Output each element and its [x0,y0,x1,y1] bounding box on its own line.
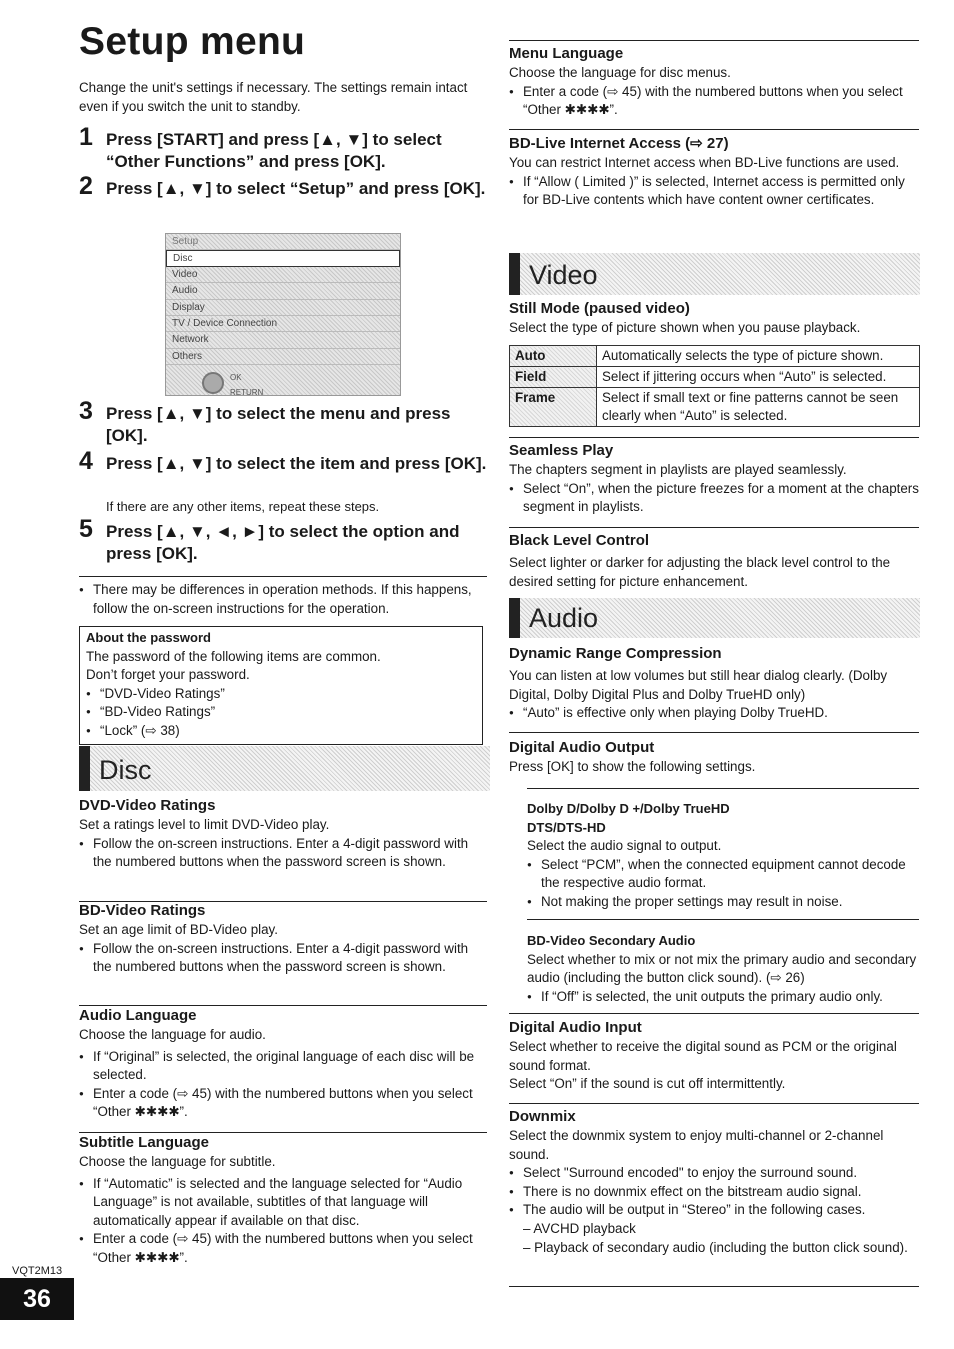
remote-ok-icon [202,372,224,394]
dolby-subsection: Dolby D/Dolby D +/Dolby TrueHD DTS/DTS-HD Select the audio signal to output. ● Select “PCM”, when the connected equipment cannot decode the respective audio format. ● Not making the proper settings may result in noise. [527,800,919,912]
password-bullet: ● “BD-Video Ratings” [86,703,476,722]
bdlive-section: BD-Live Internet Access (⇨ 27) You can restrict Internet access when BD-Live functions are used. ● If “Allow ( Limited )” is selected, Internet access is permitted only for BD-Live contents which have content owner certificates. [509,134,919,210]
audio-heading: Audio [529,603,599,633]
black-level-section: Black Level Control Select lighter or darker for adjusting the black level control to the desired setting for picture enhancement. [509,532,891,589]
operation-note: ● There may be differences in operation methods. If this happens, follow the on-screen instructions for the operation. [79,581,487,618]
still-mode-section: Still Mode (paused video) Select the type of picture shown when you pause playback. [509,300,861,335]
osd-header: Setup [166,234,400,250]
osd-return-label: RETURN [230,388,264,397]
table-row: Auto Automatically selects the type of picture shown. [510,346,920,367]
osd-item-tv: TV / Device Connection [166,316,400,332]
password-line: The password of the following items are common. [86,648,381,664]
audio-section-band [509,598,920,638]
password-bullet: ● “DVD-Video Ratings” [86,685,476,704]
subtitle-language-section: Subtitle Language Choose the language for subtitle. ● If “Automatic” is selected and the language selected for “Audio Language” is not available, subtitles of that language will automatically appear if available on that disc. ● Enter a code (⇨ 45) with the numbered buttons when you select “Other ✱✱✱✱”. [79,1133,487,1268]
password-line: Don’t forget your password. [86,667,250,683]
osd-item-disc: Disc [166,250,400,266]
video-heading: Video [529,260,598,290]
table-row: Field Select if jittering occurs when “Auto” is selected. [510,367,920,388]
page-code: VQT2M13 [12,1265,63,1277]
drc-section: Dynamic Range Compression You can listen at low volumes but still hear dialog clearly. (Dolby Digital, Dolby Digital Plus and Dolby TrueHD only) ● “Auto” is effective only when playing Dolby TrueHD. [509,644,919,723]
osd-item-display: Display [166,300,400,316]
digital-audio-output-section: Digital Audio Output Press [OK] to show the following settings. [509,739,756,774]
step-4: 4 Press [▲, ▼] to select the item and press [OK]. [79,447,487,475]
setup-menu-screenshot [165,233,401,396]
menu-language-section: Menu Language Choose the language for disc menus. ● Enter a code (⇨ 45) with the numbered buttons when you select “Other ✱✱✱✱”. [509,44,919,120]
table-row: Frame Select if small text or fine patterns cannot be seen clearly when “Auto” is selected. [510,388,920,427]
downmix-section: Downmix Select the downmix system to enjoy multi-channel or 2-channel sound. ● Select "Surround encoded" to enjoy the surround sound. ● There is no downmix effect on the bitstream audio signal. ● The audio will be output in “Stereo” in the following cases. – AVCHD playback – Playback of secondary audio (including the button click sound). [509,1107,919,1257]
osd-item-network: Network [166,332,400,348]
bd-ratings-section: BD-Video Ratings Set an age limit of BD-Video play. ● Follow the on-screen instructions. Enter a 4-digit password with the numbered buttons when the password screen is shown. [79,901,487,977]
osd-item-video: Video [166,267,400,283]
disc-heading: Disc [99,755,152,785]
intro-text: Change the unit's settings if necessary. The settings remain intact even if you switch the unit to standby. [79,80,468,114]
osd-item-audio: Audio [166,283,400,299]
password-bullet: ● “Lock” (⇨ 38) [86,722,476,741]
osd-item-others: Others [166,349,400,365]
dvd-ratings-section: DVD-Video Ratings Set a ratings level to limit DVD-Video play. ● Follow the on-screen instructions. Enter a 4-digit password with the numbered buttons when the password screen is shown. [79,796,487,872]
audio-language-section: Audio Language Choose the language for audio. ● If “Original” is selected, the original language of each disc will be selected. ● Enter a code (⇨ 45) with the numbered buttons when you select “Other ✱✱✱✱”. [79,1006,487,1122]
seamless-play-section: Seamless Play The chapters segment in playlists are played seamlessly. ● Select “On”, when the picture freezes for a moment at the chapters segment in playlists. [509,441,919,517]
password-box [79,626,483,745]
osd-ok-label: OK [230,373,242,382]
page-number: 36 [0,1278,74,1320]
step-2: 2 Press [▲, ▼] to select “Setup” and press [OK]. [79,172,486,200]
step-1: 1 Press [START] and press [▲, ▼] to select “Other Functions” and press [OK]. [79,123,442,171]
step-4-note: If there are any other items, repeat these steps. [106,499,380,514]
video-section-band [509,253,920,295]
disc-section-band [79,746,490,791]
secondary-audio-subsection: BD-Video Secondary Audio Select whether to mix or not mix the primary audio and secondary audio (including the button click sound). (⇨ 26) ● If “Off” is selected, the unit outputs the primary audio only. [527,932,919,1006]
password-box-title: About the password [86,630,211,645]
digital-audio-input-section: Digital Audio Input Select whether to receive the digital sound as PCM or the original sound format. Select “On” if the sound is cut off intermittently. [509,1019,897,1092]
still-mode-table [509,345,920,427]
step-5: 5 Press [▲, ▼, ◄, ►] to select the option and press [OK]. [79,515,460,563]
page-title: Setup menu [79,20,306,63]
step-3: 3 Press [▲, ▼] to select the menu and press [OK]. [79,397,451,445]
